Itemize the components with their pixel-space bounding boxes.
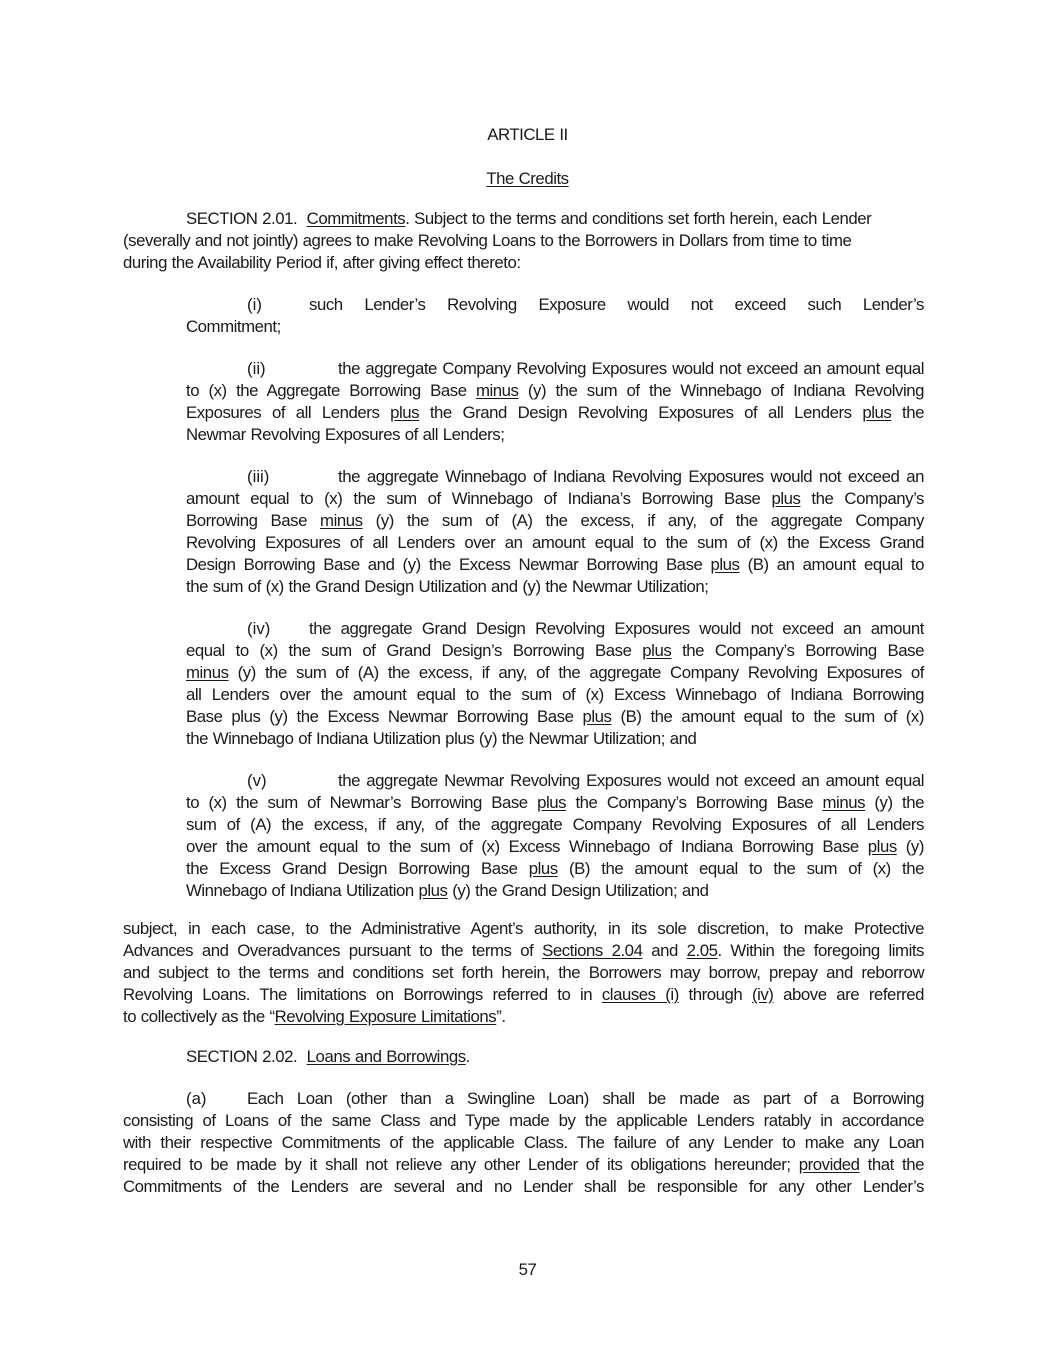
- clause-iv-line-5: Base plus (y) the Excess Newmar Borrowing Base plus (B) the amount equal to the sum of (x): [186, 707, 925, 726]
- clause-v-line-6: Winnebago of Indiana Utilization plus (y) the Grand Design Utilization; and: [186, 881, 709, 900]
- subject-line-3: and subject to the terms and conditions set forth herein, the Borrowers may borrow, prepay and reborrow: [123, 963, 924, 982]
- clause-v-line-3: sum of (A) the excess, if any, of the aggregate Company Revolving Exposures of all Lenders: [186, 815, 924, 834]
- clause-a-line-1: Each Loan (other than a Swingline Loan) shall be made as part of a Borrowing: [247, 1089, 924, 1108]
- subject-line-5: to collectively as the “Revolving Exposure Limitations”.: [123, 1007, 506, 1026]
- clause-ii-line-4: Newmar Revolving Exposures of all Lenders;: [186, 425, 505, 444]
- subject-line-4: Revolving Loans. The limitations on Borrowings referred to in clauses (i) through (iv) above are referred: [123, 985, 924, 1004]
- clause-number: (ii): [247, 359, 266, 378]
- clause-iii-line-4: Revolving Exposures of all Lenders over an amount equal to the sum of (x) the Excess Grand: [186, 533, 924, 552]
- clause-v-line-1: the aggregate Newmar Revolving Exposures would not exceed an amount equal: [338, 771, 924, 790]
- clause-iii-line-1: the aggregate Winnebago of Indiana Revolving Exposures would not exceed an: [338, 467, 924, 486]
- article-heading: The Credits: [486, 169, 569, 188]
- clause-i-line-1: such Lender’s Revolving Exposure would not exceed such Lender’s: [309, 295, 924, 314]
- clause-number: (i): [247, 295, 262, 314]
- clause-iii-line-6: the sum of (x) the Grand Design Utilization and (y) the Newmar Utilization;: [186, 577, 709, 596]
- clause-number: (v): [247, 771, 267, 790]
- clause-ii-line-1: the aggregate Company Revolving Exposures would not exceed an amount equal: [338, 359, 924, 378]
- clause-iv-line-1: the aggregate Grand Design Revolving Exposures would not exceed an amount: [309, 619, 924, 638]
- subject-line-2: Advances and Overadvances pursuant to the terms of Sections 2.04 and 2.05. Within the foregoing limits: [123, 941, 924, 960]
- section-2-02-heading: SECTION 2.02. Loans and Borrowings.: [186, 1047, 470, 1066]
- clause-a-line-5: Commitments of the Lenders are several and no Lender shall be responsible for any other Lender’s: [123, 1177, 924, 1196]
- section-2-01-line-1: SECTION 2.01. Commitments. Subject to the terms and conditions set forth herein, each Lender: [186, 209, 872, 228]
- clause-number: (iii): [247, 467, 270, 486]
- clause-v-line-5: the Excess Grand Design Borrowing Base plus (B) the amount equal to the sum of (x) the: [186, 859, 925, 878]
- article-title: ARTICLE II: [487, 125, 568, 144]
- clause-iii-line-2: amount equal to (x) the sum of Winnebago of Indiana’s Borrowing Base plus the Company’s: [186, 489, 924, 508]
- clause-iii-line-3: Borrowing Base minus (y) the sum of (A) the excess, if any, of the aggregate Company: [186, 511, 924, 530]
- clause-v-line-2: to (x) the sum of Newmar’s Borrowing Base plus the Company’s Borrowing Base minus (y) the: [186, 793, 924, 812]
- clause-ii-line-3: Exposures of all Lenders plus the Grand Design Revolving Exposures of all Lenders plus the: [186, 403, 924, 422]
- clause-a-line-2: consisting of Loans of the same Class and Type made by the applicable Lenders ratably in accordance: [123, 1111, 924, 1130]
- clause-iv-line-3: minus (y) the sum of (A) the excess, if any, of the aggregate Company Revolving Exposures of: [186, 663, 924, 682]
- clause-iv-line-4: all Lenders over the amount equal to the sum of (x) Excess Winnebago of Indiana Borrowing: [186, 685, 924, 704]
- clause-v-line-4: over the amount equal to the sum of (x) Excess Winnebago of Indiana Borrowing Base plus (y): [186, 837, 924, 856]
- subject-line-1: subject, in each case, to the Administrative Agent’s authority, in its sole discretion, to make Protective: [123, 919, 924, 938]
- clause-a-line-4: required to be made by it shall not relieve any other Lender of its obligations hereunder; provided that the: [123, 1155, 924, 1174]
- page-number: 57: [518, 1260, 537, 1279]
- clause-iii-line-5: Design Borrowing Base and (y) the Excess Newmar Borrowing Base plus (B) an amount equal to: [186, 555, 924, 574]
- section-2-01-line-2: (severally and not jointly) agrees to make Revolving Loans to the Borrowers in Dollars from time to time: [123, 231, 852, 250]
- section-2-01-line-3: during the Availability Period if, after giving effect thereto:: [123, 253, 521, 272]
- clause-iv-line-2: equal to (x) the sum of Grand Design’s Borrowing Base plus the Company’s Borrowing Base: [186, 641, 924, 660]
- clause-ii-line-2: to (x) the Aggregate Borrowing Base minus (y) the sum of the Winnebago of Indiana Revolving: [186, 381, 924, 400]
- clause-a-line-3: with their respective Commitments of the applicable Class. The failure of any Lender to make any Loan: [123, 1133, 924, 1152]
- clause-i-line-2: Commitment;: [186, 317, 281, 336]
- clause-number: (iv): [247, 619, 271, 638]
- clause-iv-line-6: the Winnebago of Indiana Utilization plus (y) the Newmar Utilization; and: [186, 729, 697, 748]
- clause-number: (a): [186, 1089, 207, 1108]
